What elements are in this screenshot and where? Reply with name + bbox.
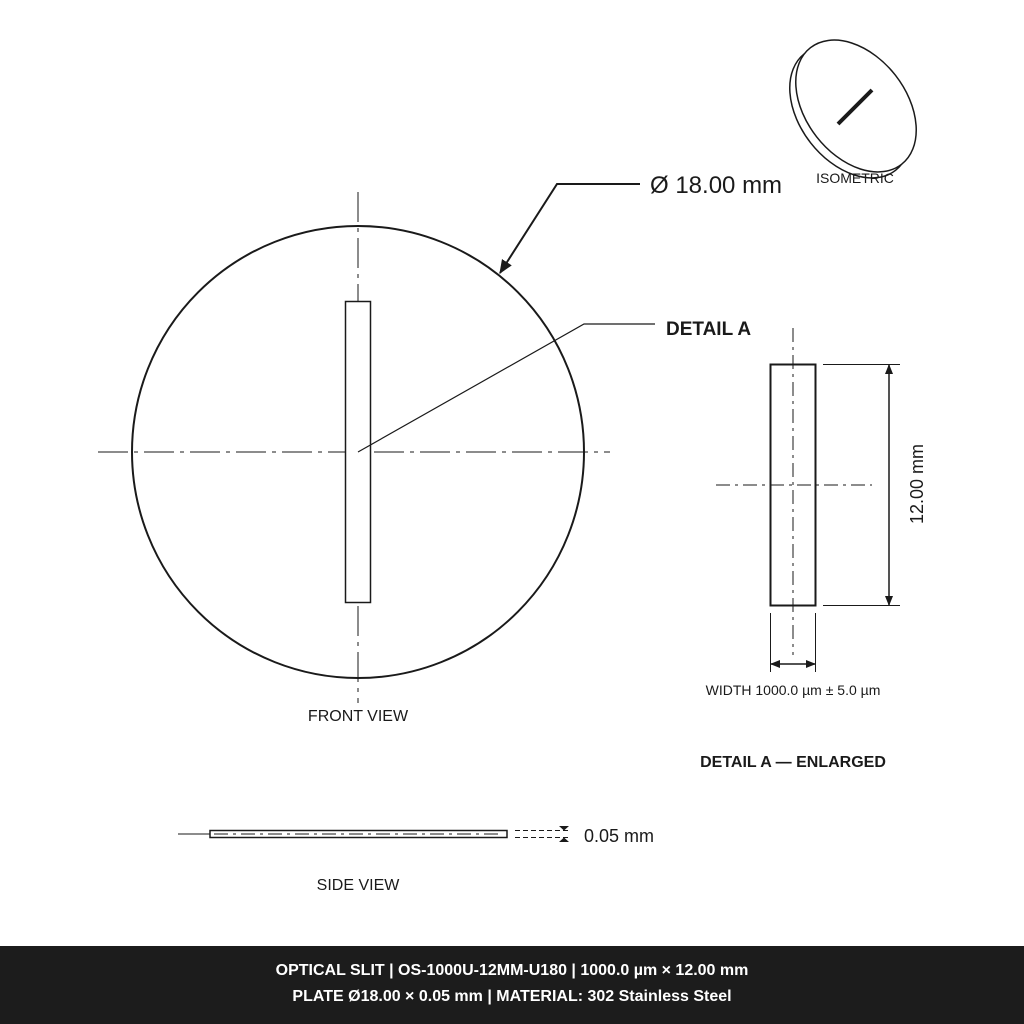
thickness-label: 0.05 mm	[584, 826, 655, 846]
height-dim-label: 12.00 mm	[907, 443, 927, 525]
width-dim-label: WIDTH 1000.0 µm ± 5.0 µm	[705, 682, 881, 698]
side-view-label: SIDE VIEW	[316, 877, 400, 894]
title-line-2: PLATE Ø18.00 × 0.05 mm | MATERIAL: 302 Stainless Steel	[292, 988, 732, 1005]
isometric-view	[765, 17, 941, 201]
detail-view-label: DETAIL A — ENLARGED	[700, 754, 886, 771]
side-view	[178, 826, 654, 894]
front-view-label: FRONT VIEW	[307, 708, 409, 725]
title-line-1: OPTICAL SLIT | OS-1000U-12MM-U180 | 1000.0 µm × 12.00 mm	[275, 962, 749, 979]
front-view	[98, 192, 610, 725]
title-block	[0, 946, 1024, 1024]
thickness-arrow-top	[559, 826, 569, 831]
diameter-leader	[500, 184, 640, 273]
isometric-label: ISOMETRIC	[816, 170, 894, 186]
thickness-arrow-bottom	[559, 838, 569, 843]
diameter-dimension	[500, 172, 782, 273]
diameter-label: Ø 18.00 mm	[650, 172, 783, 199]
detail-leader	[358, 324, 655, 452]
detail-view	[700, 328, 927, 771]
detail-callout-label: DETAIL A	[666, 319, 752, 340]
